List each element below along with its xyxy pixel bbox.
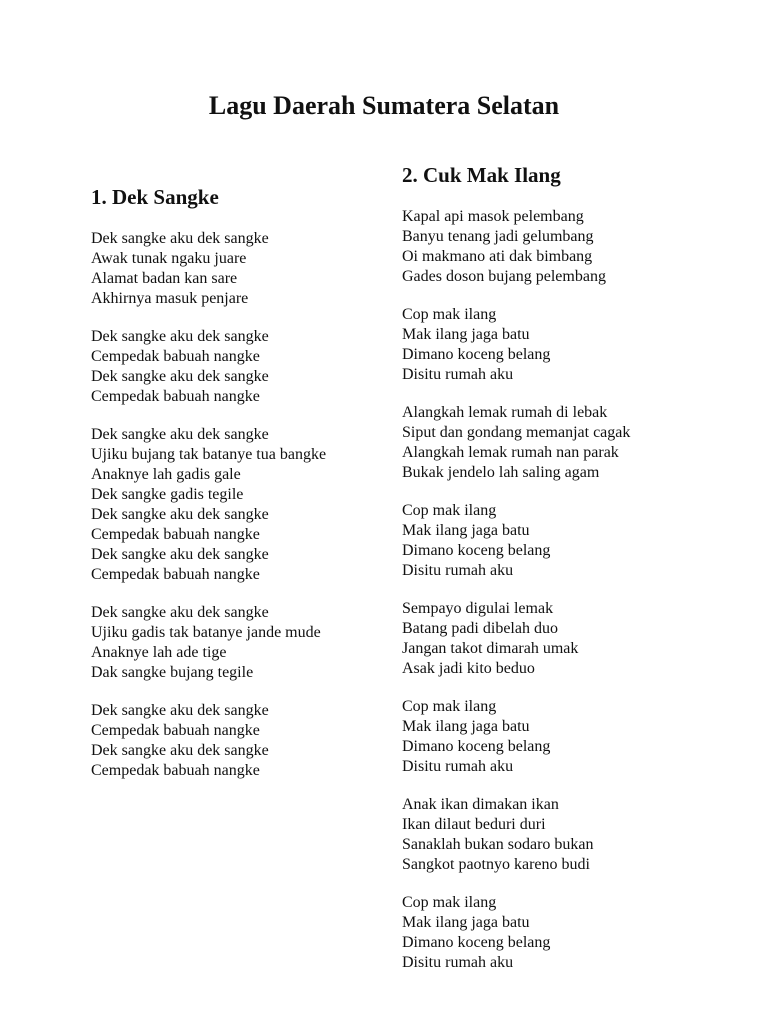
lyric-line: Anaknye lah ade tige: [91, 644, 227, 661]
lyric-line: Cop mak ilang: [402, 502, 497, 519]
stanza: [402, 697, 732, 777]
lyric-line: Cempedak babuah nangke: [91, 388, 260, 405]
stanza: [402, 207, 732, 287]
lyric-line: Cop mak ilang: [402, 306, 497, 323]
stanza: [91, 425, 381, 585]
lyric-line: Mak ilang jaga batu: [402, 914, 530, 931]
lyric-line: Sangkot paotnyo kareno budi: [402, 856, 590, 873]
lyric-line: Dek sangke aku dek sangke: [91, 230, 269, 247]
lyric-line: Cop mak ilang: [402, 698, 497, 715]
lyric-line: Disitu rumah aku: [402, 562, 514, 579]
lyric-line: Asak jadi kito beduo: [402, 660, 535, 677]
lyric-line: Ujiku bujang tak batanye tua bangke: [91, 446, 327, 463]
lyric-line: Dak sangke bujang tegile: [91, 664, 254, 681]
lyric-line: Cempedak babuah nangke: [91, 762, 260, 779]
lyric-line: Gades doson bujang pelembang: [402, 268, 606, 285]
lyric-line: Cempedak babuah nangke: [91, 566, 260, 583]
lyric-line: Disitu rumah aku: [402, 954, 514, 971]
lyric-line: Disitu rumah aku: [402, 366, 514, 383]
lyric-line: Dek sangke aku dek sangke: [91, 506, 269, 523]
song-stanzas: [91, 229, 381, 781]
lyric-line: Mak ilang jaga batu: [402, 718, 530, 735]
song-title: 1. Dek Sangke: [91, 185, 219, 209]
lyric-line: Sanaklah bukan sodaro bukan: [402, 836, 594, 853]
lyric-line: Dimano koceng belang: [402, 738, 551, 755]
lyric-line: Dek sangke aku dek sangke: [91, 328, 269, 345]
lyric-line: Dek sangke gadis tegile: [91, 486, 244, 503]
song-stanzas: [402, 207, 732, 973]
stanza: [402, 305, 732, 385]
lyric-line: Sempayo digulai lemak: [402, 600, 554, 617]
lyric-line: Dimano koceng belang: [402, 346, 551, 363]
lyric-line: Alangkah lemak rumah di lebak: [402, 404, 608, 421]
lyric-line: Dek sangke aku dek sangke: [91, 426, 269, 443]
lyric-line: Bukak jendelo lah saling agam: [402, 464, 600, 481]
lyric-line: Dek sangke aku dek sangke: [91, 742, 269, 759]
stanza: [91, 603, 381, 683]
song-column-cuk-mak-ilang: [402, 159, 732, 991]
song-column-dek-sangke: [91, 181, 381, 799]
lyric-line: Cempedak babuah nangke: [91, 348, 260, 365]
lyric-line: Oi makmano ati dak bimbang: [402, 248, 593, 265]
lyric-line: Dek sangke aku dek sangke: [91, 368, 269, 385]
lyric-line: Siput dan gondang memanjat cagak: [402, 424, 631, 441]
lyric-line: Anaknye lah gadis gale: [91, 466, 241, 483]
lyric-line: Alangkah lemak rumah nan parak: [402, 444, 619, 461]
lyric-line: Ikan dilaut beduri duri: [402, 816, 546, 833]
lyric-line: Disitu rumah aku: [402, 758, 514, 775]
lyric-line: Cop mak ilang: [402, 894, 497, 911]
lyric-line: Alamat badan kan sare: [91, 270, 238, 287]
stanza: [402, 893, 732, 973]
stanza: [91, 229, 381, 309]
lyric-line: Jangan takot dimarah umak: [402, 640, 579, 657]
page-title: Lagu Daerah Sumatera Selatan: [208, 91, 560, 120]
lyric-line: Ujiku gadis tak batanye jande mude: [91, 624, 321, 641]
stanza: [402, 501, 732, 581]
lyric-line: Akhirnya masuk penjare: [91, 290, 249, 307]
lyric-line: Banyu tenang jadi gelumbang: [402, 228, 594, 245]
stanza: [91, 327, 381, 407]
lyric-line: Awak tunak ngaku juare: [91, 250, 247, 267]
lyric-line: Batang padi dibelah duo: [402, 620, 558, 637]
lyric-line: Kapal api masok pelembang: [402, 208, 584, 225]
stanza: [402, 795, 732, 875]
lyric-line: Dek sangke aku dek sangke: [91, 546, 269, 563]
stanza: [402, 599, 732, 679]
stanza: [402, 403, 732, 483]
lyric-line: Dimano koceng belang: [402, 542, 551, 559]
lyric-line: Cempedak babuah nangke: [91, 526, 260, 543]
lyric-line: Mak ilang jaga batu: [402, 522, 530, 539]
lyric-line: Dimano koceng belang: [402, 934, 551, 951]
lyric-line: Dek sangke aku dek sangke: [91, 702, 269, 719]
lyric-line: Mak ilang jaga batu: [402, 326, 530, 343]
lyric-line: Anak ikan dimakan ikan: [402, 796, 559, 813]
stanza: [91, 701, 381, 781]
lyric-line: Dek sangke aku dek sangke: [91, 604, 269, 621]
lyric-line: Cempedak babuah nangke: [91, 722, 260, 739]
song-title: 2. Cuk Mak Ilang: [402, 163, 561, 187]
